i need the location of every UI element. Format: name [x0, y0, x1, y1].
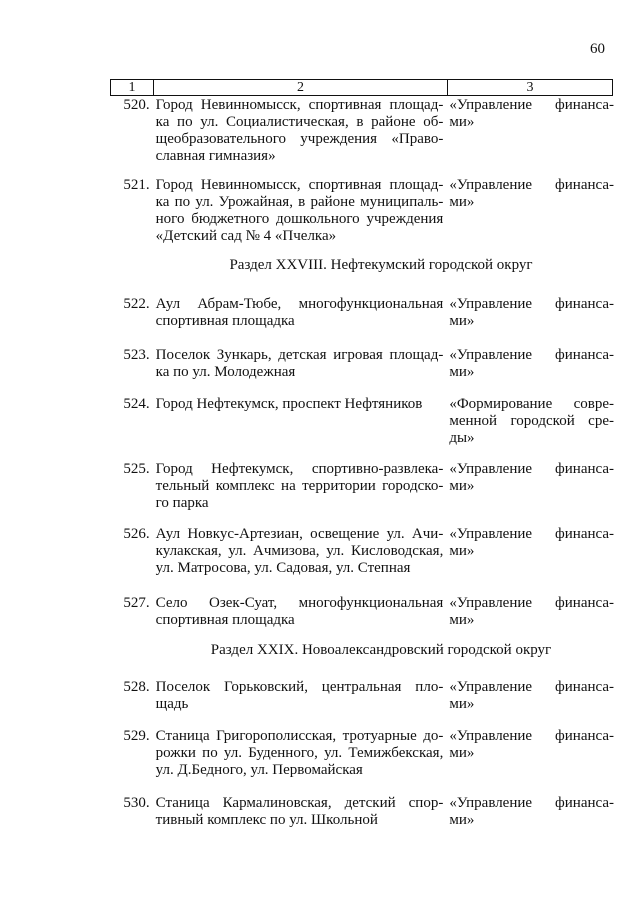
- table-row: [108, 177, 614, 245]
- funding-line: «Управление финанса-: [449, 461, 614, 477]
- description-line: «Детский сад № 4 «Пчелка»: [155, 228, 337, 244]
- table-row: [108, 461, 614, 512]
- header-col-2: 2: [154, 80, 448, 95]
- row-funding-source: [449, 177, 614, 245]
- description-line: Аул Абрам-Тюбе, многофункциональная: [155, 296, 444, 312]
- funding-line: «Управление финанса-: [449, 347, 614, 363]
- row-description: [156, 595, 444, 629]
- row-description: [156, 728, 444, 779]
- funding-line: ми»: [449, 812, 475, 828]
- page-number: 60: [590, 41, 605, 57]
- table-row: [108, 347, 614, 381]
- row-funding-source: [449, 347, 614, 381]
- row-number: 530.: [123, 795, 150, 811]
- row-number: 527.: [123, 595, 150, 611]
- table-header: [110, 79, 613, 96]
- funding-line: «Управление финанса-: [449, 679, 614, 695]
- description-line: ка по ул. Молодежная: [155, 364, 296, 380]
- funding-line: ми»: [449, 194, 475, 210]
- description-line: Город Невинномысск, спортивная площад-: [155, 177, 444, 193]
- row-description: [156, 679, 444, 713]
- row-description: [156, 396, 444, 447]
- description-line: Станица Кармалиновская, детский спор-: [155, 795, 444, 811]
- description-line: спортивная площадка: [155, 612, 295, 628]
- description-line: щадь: [155, 696, 189, 712]
- section-heading: Раздел XXVIII. Нефтекумский городской округ: [229, 257, 533, 273]
- row-funding-source: [449, 526, 614, 577]
- header-col-3: 3: [526, 80, 534, 95]
- funding-line: ми»: [449, 313, 475, 329]
- table-row: [108, 296, 614, 330]
- funding-line: ми»: [449, 745, 475, 761]
- row-number: 528.: [123, 679, 150, 695]
- funding-line: менной городской сре-: [449, 413, 614, 429]
- funding-line: «Формирование совре-: [449, 396, 614, 412]
- funding-line: «Управление финанса-: [449, 795, 614, 811]
- row-number: 520.: [123, 97, 150, 113]
- section-heading: Раздел XXIX. Новоалександровский городской округ: [210, 642, 552, 658]
- row-funding-source: [449, 679, 614, 713]
- table-row: [108, 396, 614, 447]
- description-line: ка по ул. Урожайная, в районе муниципаль-: [155, 194, 444, 210]
- description-line: тельный комплекс на территории городско-: [155, 478, 444, 494]
- table-row: [108, 728, 614, 779]
- row-number: 529.: [123, 728, 150, 744]
- funding-line: «Управление финанса-: [449, 97, 614, 113]
- description-line: ного бюджетного дошкольного учреждения: [155, 211, 444, 227]
- funding-line: «Управление финанса-: [449, 595, 614, 611]
- funding-line: ми»: [449, 543, 475, 559]
- funding-line: «Управление финанса-: [449, 177, 614, 193]
- description-line: Город Нефтекумск, спортивно-развлека-: [155, 461, 444, 477]
- row-number: 523.: [123, 347, 150, 363]
- row-funding-source: [449, 595, 614, 629]
- description-line: ка по ул. Социалистическая, в районе об-: [155, 114, 444, 130]
- description-line: Аул Новкус-Артезиан, освещение ул. Ачи-: [155, 526, 444, 542]
- description-line: ул. Матросова, ул. Садовая, ул. Степная: [155, 560, 411, 576]
- row-funding-source: [449, 795, 614, 829]
- description-line: го парка: [155, 495, 209, 511]
- row-number: 525.: [123, 461, 150, 477]
- description-line: Поселок Горьковский, центральная пло-: [155, 679, 444, 695]
- funding-line: «Управление финанса-: [449, 296, 614, 312]
- description-line: ул. Д.Бедного, ул. Первомайская: [155, 762, 363, 778]
- row-number: 526.: [123, 526, 150, 542]
- table-row: [108, 526, 614, 577]
- row-description: [156, 296, 444, 330]
- description-line: Поселок Зункарь, детская игровая площад-: [155, 347, 444, 363]
- description-line: Станица Григорополисская, тротуарные до-: [155, 728, 444, 744]
- description-line: тивный комплекс по ул. Школьной: [155, 812, 378, 828]
- row-number: 524.: [123, 396, 150, 412]
- funding-line: ми»: [449, 364, 475, 380]
- row-number: 521.: [123, 177, 150, 193]
- funding-line: «Управление финанса-: [449, 728, 614, 744]
- row-funding-source: [449, 296, 614, 330]
- row-number: 522.: [123, 296, 150, 312]
- funding-line: ми»: [449, 612, 475, 628]
- header-col-1: 1: [111, 80, 154, 95]
- row-description: [156, 97, 444, 165]
- description-line: Город Нефтекумск, проспект Нефтяников: [155, 396, 423, 412]
- row-funding-source: [449, 396, 614, 447]
- funding-line: «Управление финанса-: [449, 526, 614, 542]
- description-line: Село Озек-Суат, многофункциональная: [155, 595, 444, 611]
- row-description: [156, 177, 444, 245]
- funding-line: ды»: [449, 430, 475, 446]
- funding-line: ми»: [449, 114, 475, 130]
- description-line: кулакская, ул. Ачмизова, ул. Кисловодская,: [155, 543, 444, 559]
- table-row: [108, 679, 614, 713]
- funding-line: ми»: [449, 696, 475, 712]
- row-description: [156, 526, 444, 577]
- row-funding-source: [449, 728, 614, 779]
- description-line: спортивная площадка: [155, 313, 295, 329]
- description-line: рожки по ул. Буденного, ул. Темижбекская,: [155, 745, 444, 761]
- row-description: [156, 347, 444, 381]
- row-funding-source: [449, 97, 614, 165]
- row-description: [156, 461, 444, 512]
- description-line: щеобразовательного учреждения «Право-: [155, 131, 444, 147]
- funding-line: ми»: [449, 478, 475, 494]
- description-line: славная гимназия»: [155, 148, 276, 164]
- table-row: [108, 795, 614, 829]
- row-funding-source: [449, 461, 614, 512]
- description-line: Город Невинномысск, спортивная площад-: [155, 97, 444, 113]
- table-row: [108, 595, 614, 629]
- table-row: [108, 97, 614, 165]
- row-description: [156, 795, 444, 829]
